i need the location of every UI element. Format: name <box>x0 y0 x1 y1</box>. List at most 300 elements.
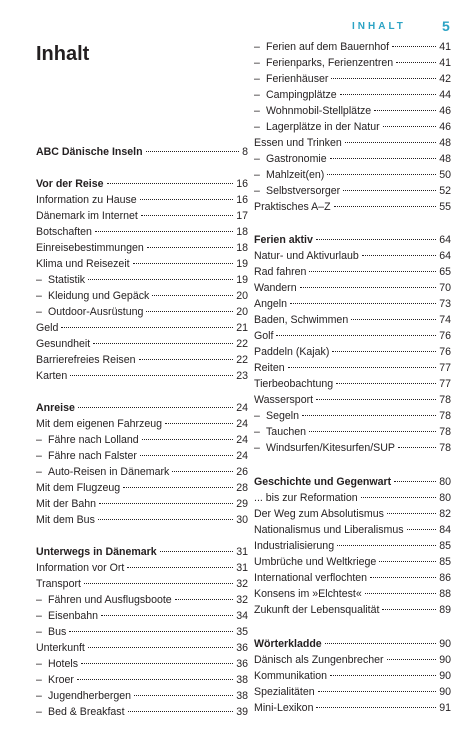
toc-entry-page: 22 <box>236 354 248 366</box>
toc-entry-text: Nationalismus und Liberalismus <box>254 524 404 536</box>
toc-entry <box>254 103 451 119</box>
toc-entry-page: 77 <box>439 362 451 374</box>
dot-leader <box>288 367 437 368</box>
toc-entry-page: 55 <box>439 201 451 213</box>
toc-entry-page: 31 <box>236 562 248 574</box>
toc-entry-label <box>36 576 81 592</box>
toc-entry-text: Vor der Reise <box>36 178 104 190</box>
dot-leader <box>398 447 436 448</box>
dot-leader <box>61 327 233 328</box>
toc-entry-text: Information vor Ort <box>36 562 125 574</box>
dot-leader <box>318 691 437 692</box>
toc-entry-label <box>254 55 393 71</box>
sub-entry-dash: – <box>36 706 42 718</box>
toc-entry-label <box>36 240 144 256</box>
toc-entry <box>254 248 451 264</box>
toc-entry-page: 90 <box>439 638 451 650</box>
dot-leader <box>345 142 436 143</box>
toc-entry <box>36 704 248 720</box>
toc-entry-label <box>36 608 98 624</box>
toc-entry <box>254 700 451 716</box>
toc-entry <box>254 392 451 408</box>
sub-entry-dash: – <box>254 442 260 454</box>
toc-entry <box>36 432 248 448</box>
toc-entry-label <box>254 506 384 522</box>
toc-entry-label <box>254 103 371 119</box>
dot-leader <box>383 126 437 127</box>
running-header <box>0 18 471 38</box>
toc-entry-label <box>254 344 329 360</box>
toc-entry-text: Kommunikation <box>254 670 328 682</box>
dot-leader <box>140 199 234 200</box>
toc-entry-label <box>36 336 90 352</box>
toc-entry-label <box>254 248 359 264</box>
toc-entry <box>254 538 451 554</box>
toc-entry <box>254 424 451 440</box>
toc-entry-text: Umbrüche und Weltkriege <box>254 556 377 568</box>
dot-leader <box>407 529 437 530</box>
toc-entry-label <box>36 272 85 288</box>
toc-entry <box>36 576 248 592</box>
toc-entry-text: Geld <box>36 322 59 334</box>
toc-entry-text: Barrierefreies Reisen <box>36 354 136 366</box>
dot-leader <box>99 503 233 504</box>
toc-entry-page: 19 <box>236 274 248 286</box>
toc-entry-label <box>36 544 157 560</box>
toc-entry <box>254 668 451 684</box>
toc-entry-text: Bus <box>48 626 67 638</box>
toc-entry-text: Dänemark im Internet <box>36 210 138 222</box>
dot-leader <box>316 707 436 708</box>
toc-entry-page: 78 <box>439 410 451 422</box>
toc-entry-label <box>254 71 328 87</box>
toc-entry-label <box>254 474 391 490</box>
toc-entry-label <box>36 480 120 496</box>
toc-entry-page: 76 <box>439 330 451 342</box>
toc-entry-text: Einreisebestimmungen <box>36 242 144 254</box>
sub-entry-dash: – <box>36 610 42 622</box>
toc-entry-page: 20 <box>236 290 248 302</box>
toc-entry-text: Golf <box>254 330 274 342</box>
dot-leader <box>160 551 234 552</box>
dot-leader <box>78 407 233 408</box>
sub-entry-dash: – <box>254 121 260 133</box>
toc-entry <box>254 684 451 700</box>
toc-entry-label <box>36 288 149 304</box>
toc-entry-text: Wohnmobil-Stellplätze <box>266 105 372 117</box>
toc-entry <box>36 624 248 640</box>
toc-entry <box>36 400 248 416</box>
sub-entry-dash: – <box>36 594 42 606</box>
dot-leader <box>316 399 436 400</box>
toc-entry-text: Tauchen <box>266 426 307 438</box>
toc-entry-text: Mit der Bahn <box>36 498 97 510</box>
dot-leader <box>139 359 234 360</box>
toc-entry-page: 32 <box>236 594 248 606</box>
dot-leader <box>396 62 436 63</box>
toc-entry-page: 41 <box>439 41 451 53</box>
dot-leader <box>343 190 436 191</box>
dot-leader <box>88 279 233 280</box>
toc-entry-page: 64 <box>439 250 451 262</box>
sub-entry-dash: – <box>254 41 260 53</box>
toc-entry <box>36 288 248 304</box>
toc-entry <box>254 199 451 215</box>
dot-leader <box>300 287 437 288</box>
toc-entry <box>36 176 248 192</box>
toc-entry-label <box>254 280 297 296</box>
toc-entry-label <box>254 684 315 700</box>
dot-leader <box>330 675 436 676</box>
sub-entry-dash: – <box>36 466 42 478</box>
toc-entry <box>254 652 451 668</box>
toc-entry <box>254 474 451 490</box>
toc-entry-text: Angeln <box>254 298 287 310</box>
toc-entry-text: Botschaften <box>36 226 92 238</box>
toc-entry-page: 90 <box>439 686 451 698</box>
toc-entry-text: Jugendherbergen <box>48 690 132 702</box>
toc-entry-label <box>36 192 137 208</box>
dot-leader <box>165 423 233 424</box>
toc-entry-label <box>254 554 376 570</box>
toc-entry-label <box>254 570 367 586</box>
toc-entry-text: Information zu Hause <box>36 194 137 206</box>
toc-entry <box>254 440 451 456</box>
toc-entry <box>254 135 451 151</box>
sub-entry-dash: – <box>36 674 42 686</box>
toc-entry-text: Kroer <box>48 674 74 686</box>
toc-entry <box>254 408 451 424</box>
dot-leader <box>98 519 233 520</box>
dot-leader <box>316 239 436 240</box>
dot-leader <box>370 577 436 578</box>
toc-entry <box>254 554 451 570</box>
toc-entry-page: 84 <box>439 524 451 536</box>
toc-entry-label <box>36 224 92 240</box>
toc-entry-text: Reiten <box>254 362 285 374</box>
toc-entry-text: Konsens im »Elchtest« <box>254 588 362 600</box>
toc-entry-page: 38 <box>236 674 248 686</box>
page-title: Inhalt <box>36 43 90 65</box>
dot-leader <box>70 375 233 376</box>
toc-entry-page: 73 <box>439 298 451 310</box>
toc-entry-page: 76 <box>439 346 451 358</box>
toc-entry-page: 64 <box>439 234 451 246</box>
toc-entry <box>254 636 451 652</box>
dot-leader <box>325 643 437 644</box>
toc-entry-label <box>254 312 348 328</box>
toc-entry-label <box>254 119 380 135</box>
dot-leader <box>337 545 436 546</box>
toc-entry-label <box>254 636 322 652</box>
dot-leader <box>175 599 234 600</box>
toc-entry-label <box>36 512 95 528</box>
dot-leader <box>365 593 436 594</box>
toc-entry-text: Karten <box>36 370 68 382</box>
toc-entry-page: 85 <box>439 540 451 552</box>
toc-entry-label <box>36 496 96 512</box>
toc-entry-label <box>254 424 306 440</box>
sub-entry-dash: – <box>36 306 42 318</box>
toc-entry-text: Windsurfen/Kitesurfen/SUP <box>266 442 395 454</box>
toc-entry-text: Anreise <box>36 402 75 414</box>
dot-leader <box>302 415 436 416</box>
toc-entry-label <box>254 408 299 424</box>
toc-entry <box>254 360 451 376</box>
toc-entry-text: Wörterkladde <box>254 638 322 650</box>
toc-entry-page: 24 <box>236 402 248 414</box>
sub-entry-dash: – <box>254 57 260 69</box>
toc-entry-label <box>36 256 130 272</box>
toc-entry-page: 48 <box>439 137 451 149</box>
toc-entry-page: 46 <box>439 105 451 117</box>
sub-entry-dash: – <box>36 626 42 638</box>
toc-entry <box>254 328 451 344</box>
toc-entry-page: 78 <box>439 426 451 438</box>
toc-entry-page: 77 <box>439 378 451 390</box>
toc-entry-text: Geschichte und Gegenwart <box>254 476 392 488</box>
toc-entry-page: 78 <box>439 394 451 406</box>
toc-entry <box>36 256 248 272</box>
toc-entry-label <box>254 392 313 408</box>
toc-entry-text: Klima und Reisezeit <box>36 258 130 270</box>
toc-entry-page: 34 <box>236 610 248 622</box>
toc-entry-label <box>36 208 138 224</box>
toc-entry <box>36 304 248 320</box>
toc-entry-page: 29 <box>236 498 248 510</box>
toc-entry-label <box>36 560 124 576</box>
toc-entry-page: 50 <box>439 169 451 181</box>
toc-entry-page: 16 <box>236 194 248 206</box>
toc-entry-text: ... bis zur Reformation <box>254 492 358 504</box>
toc-entry <box>36 272 248 288</box>
toc-entry-label <box>254 135 342 151</box>
toc-entry-text: Mahlzeit(en) <box>266 169 325 181</box>
toc-entry-page: 91 <box>439 702 451 714</box>
toc-entry-page: 89 <box>439 604 451 616</box>
dot-leader <box>134 695 233 696</box>
toc-entry-text: Rad fahren <box>254 266 307 278</box>
toc-entry-label <box>36 688 131 704</box>
toc-entry-page: 23 <box>236 370 248 382</box>
toc-entry-text: Campingplätze <box>266 89 337 101</box>
dot-leader <box>351 319 436 320</box>
toc-entry-label <box>254 151 327 167</box>
dot-leader <box>107 183 234 184</box>
toc-entry-page: 31 <box>236 546 248 558</box>
toc-entry-label <box>254 39 389 55</box>
toc-entry-text: Gastronomie <box>266 153 327 165</box>
toc-entry-label <box>36 400 75 416</box>
toc-entry <box>36 512 248 528</box>
dot-leader <box>331 78 436 79</box>
toc-entry-label <box>36 464 169 480</box>
dot-leader <box>394 481 436 482</box>
toc-entry <box>36 608 248 624</box>
dot-leader <box>330 158 437 159</box>
toc-entry-page: 36 <box>236 658 248 670</box>
toc-entry-text: Ferienhäuser <box>266 73 329 85</box>
toc-entry <box>36 240 248 256</box>
toc-entry-label <box>254 199 331 215</box>
toc-entry-page: 80 <box>439 492 451 504</box>
toc-entry-page: 20 <box>236 306 248 318</box>
toc-entry-page: 39 <box>236 706 248 718</box>
toc-entry-label <box>254 328 273 344</box>
toc-entry <box>36 688 248 704</box>
toc-entry-text: Fähre nach Falster <box>48 450 137 462</box>
toc-entry-text: Outdoor-Ausrüstung <box>48 306 144 318</box>
toc-entry-text: Bed & Breakfast <box>48 706 125 718</box>
toc-entry-page: 24 <box>236 450 248 462</box>
dot-leader <box>290 303 436 304</box>
toc-entry-page: 36 <box>236 642 248 654</box>
toc-entry-page: 74 <box>439 314 451 326</box>
sub-entry-dash: – <box>36 434 42 446</box>
toc-entry-page: 82 <box>439 508 451 520</box>
dot-leader <box>332 351 436 352</box>
toc-entry-label <box>36 672 74 688</box>
toc-entry-text: Tierbeobachtung <box>254 378 334 390</box>
sub-entry-dash: – <box>254 105 260 117</box>
sub-entry-dash: – <box>254 426 260 438</box>
toc-entry-text: Transport <box>36 578 81 590</box>
toc-entry-label <box>254 264 306 280</box>
toc-entry-label <box>254 296 287 312</box>
toc-entry-label <box>36 352 136 368</box>
toc-entry-text: Ferienparks, Ferienzentren <box>266 57 394 69</box>
dot-leader <box>128 711 234 712</box>
sub-entry-dash: – <box>254 89 260 101</box>
toc-entry <box>254 55 451 71</box>
toc-entry-text: Dänisch als Zungenbrecher <box>254 654 384 666</box>
toc-entry <box>36 672 248 688</box>
toc-entry-label <box>254 232 313 248</box>
toc-entry-text: Der Weg zum Absolutismus <box>254 508 384 520</box>
toc-entry-label <box>254 538 334 554</box>
dot-leader <box>387 659 437 660</box>
toc-entry-text: Segeln <box>266 410 299 422</box>
toc-entry-page: 19 <box>236 258 248 270</box>
toc-entry-label <box>254 668 327 684</box>
sub-entry-dash: – <box>36 290 42 302</box>
toc-entry-label <box>254 652 384 668</box>
toc-entry-page: 18 <box>236 242 248 254</box>
toc-entry-page: 28 <box>236 482 248 494</box>
toc-entry <box>36 144 248 160</box>
toc-entry-page: 30 <box>236 514 248 526</box>
toc-entry <box>254 522 451 538</box>
toc-entry <box>36 560 248 576</box>
toc-entry-text: Spezialitäten <box>254 686 315 698</box>
toc-entry <box>254 232 451 248</box>
toc-entry-text: Paddeln (Kajak) <box>254 346 330 358</box>
dot-leader <box>327 174 436 175</box>
toc-entry-text: Praktisches A–Z <box>254 201 331 213</box>
toc-entry-label <box>36 416 162 432</box>
toc-entry-text: ABC Dänische Inseln <box>36 146 143 158</box>
dot-leader <box>127 567 233 568</box>
toc-entry <box>254 490 451 506</box>
toc-entry-label <box>36 432 139 448</box>
dot-leader <box>309 271 436 272</box>
toc-entry-text: International verflochten <box>254 572 368 584</box>
toc-entry-page: 65 <box>439 266 451 278</box>
sub-entry-dash: – <box>36 450 42 462</box>
toc-entry-text: Kleidung und Gepäck <box>48 290 150 302</box>
toc-entry <box>254 183 451 199</box>
toc-entry <box>36 448 248 464</box>
toc-entry-page: 32 <box>236 578 248 590</box>
toc-entry <box>36 544 248 560</box>
toc-entry-label <box>36 704 125 720</box>
toc-entry <box>36 480 248 496</box>
dot-leader <box>101 615 233 616</box>
dot-leader <box>147 247 233 248</box>
toc-entry <box>254 296 451 312</box>
dot-leader <box>93 343 233 344</box>
page-number: 5 <box>442 18 450 34</box>
toc-entry-label <box>36 656 78 672</box>
sub-entry-dash: – <box>36 658 42 670</box>
dot-leader <box>146 151 240 152</box>
toc-entry-text: Mit dem eigenen Fahrzeug <box>36 418 163 430</box>
dot-leader <box>379 561 436 562</box>
toc-entry-label <box>36 304 143 320</box>
toc-entry <box>36 592 248 608</box>
dot-leader <box>69 631 233 632</box>
toc-entry-text: Mit dem Bus <box>36 514 95 526</box>
toc-entry-text: Auto-Reisen in Dänemark <box>48 466 170 478</box>
toc-entry-label <box>254 440 395 456</box>
dot-leader <box>387 513 436 514</box>
toc-entry <box>254 87 451 103</box>
toc-entry-label <box>254 586 362 602</box>
dot-leader <box>140 455 233 456</box>
toc-entry-page: 24 <box>236 434 248 446</box>
sub-entry-dash: – <box>36 690 42 702</box>
toc-entry-label <box>254 602 379 618</box>
toc-entry <box>254 264 451 280</box>
toc-entry-page: 90 <box>439 654 451 666</box>
dot-leader <box>146 311 233 312</box>
sub-entry-dash: – <box>36 274 42 286</box>
toc-entry-page: 21 <box>236 322 248 334</box>
dot-leader <box>334 206 437 207</box>
toc-entry <box>254 602 451 618</box>
sub-entry-dash: – <box>254 185 260 197</box>
toc-entry-label <box>36 144 143 160</box>
toc-entry-page: 18 <box>236 226 248 238</box>
toc-entry-text: Fähre nach Lolland <box>48 434 139 446</box>
toc-entry-page: 17 <box>236 210 248 222</box>
sub-entry-dash: – <box>254 73 260 85</box>
toc-entry-label <box>36 320 58 336</box>
toc-entry <box>254 119 451 135</box>
toc-entry <box>36 224 248 240</box>
toc-entry-page: 86 <box>439 572 451 584</box>
dot-leader <box>141 215 233 216</box>
toc-entry <box>36 496 248 512</box>
dot-leader <box>374 110 436 111</box>
toc-entry-text: Unterkunft <box>36 642 85 654</box>
toc-entry <box>254 586 451 602</box>
toc-entry <box>254 376 451 392</box>
toc-entry-label <box>254 167 324 183</box>
toc-entry <box>36 320 248 336</box>
toc-entry-text: Unterwegs in Dänemark <box>36 546 157 558</box>
toc-entry <box>254 506 451 522</box>
